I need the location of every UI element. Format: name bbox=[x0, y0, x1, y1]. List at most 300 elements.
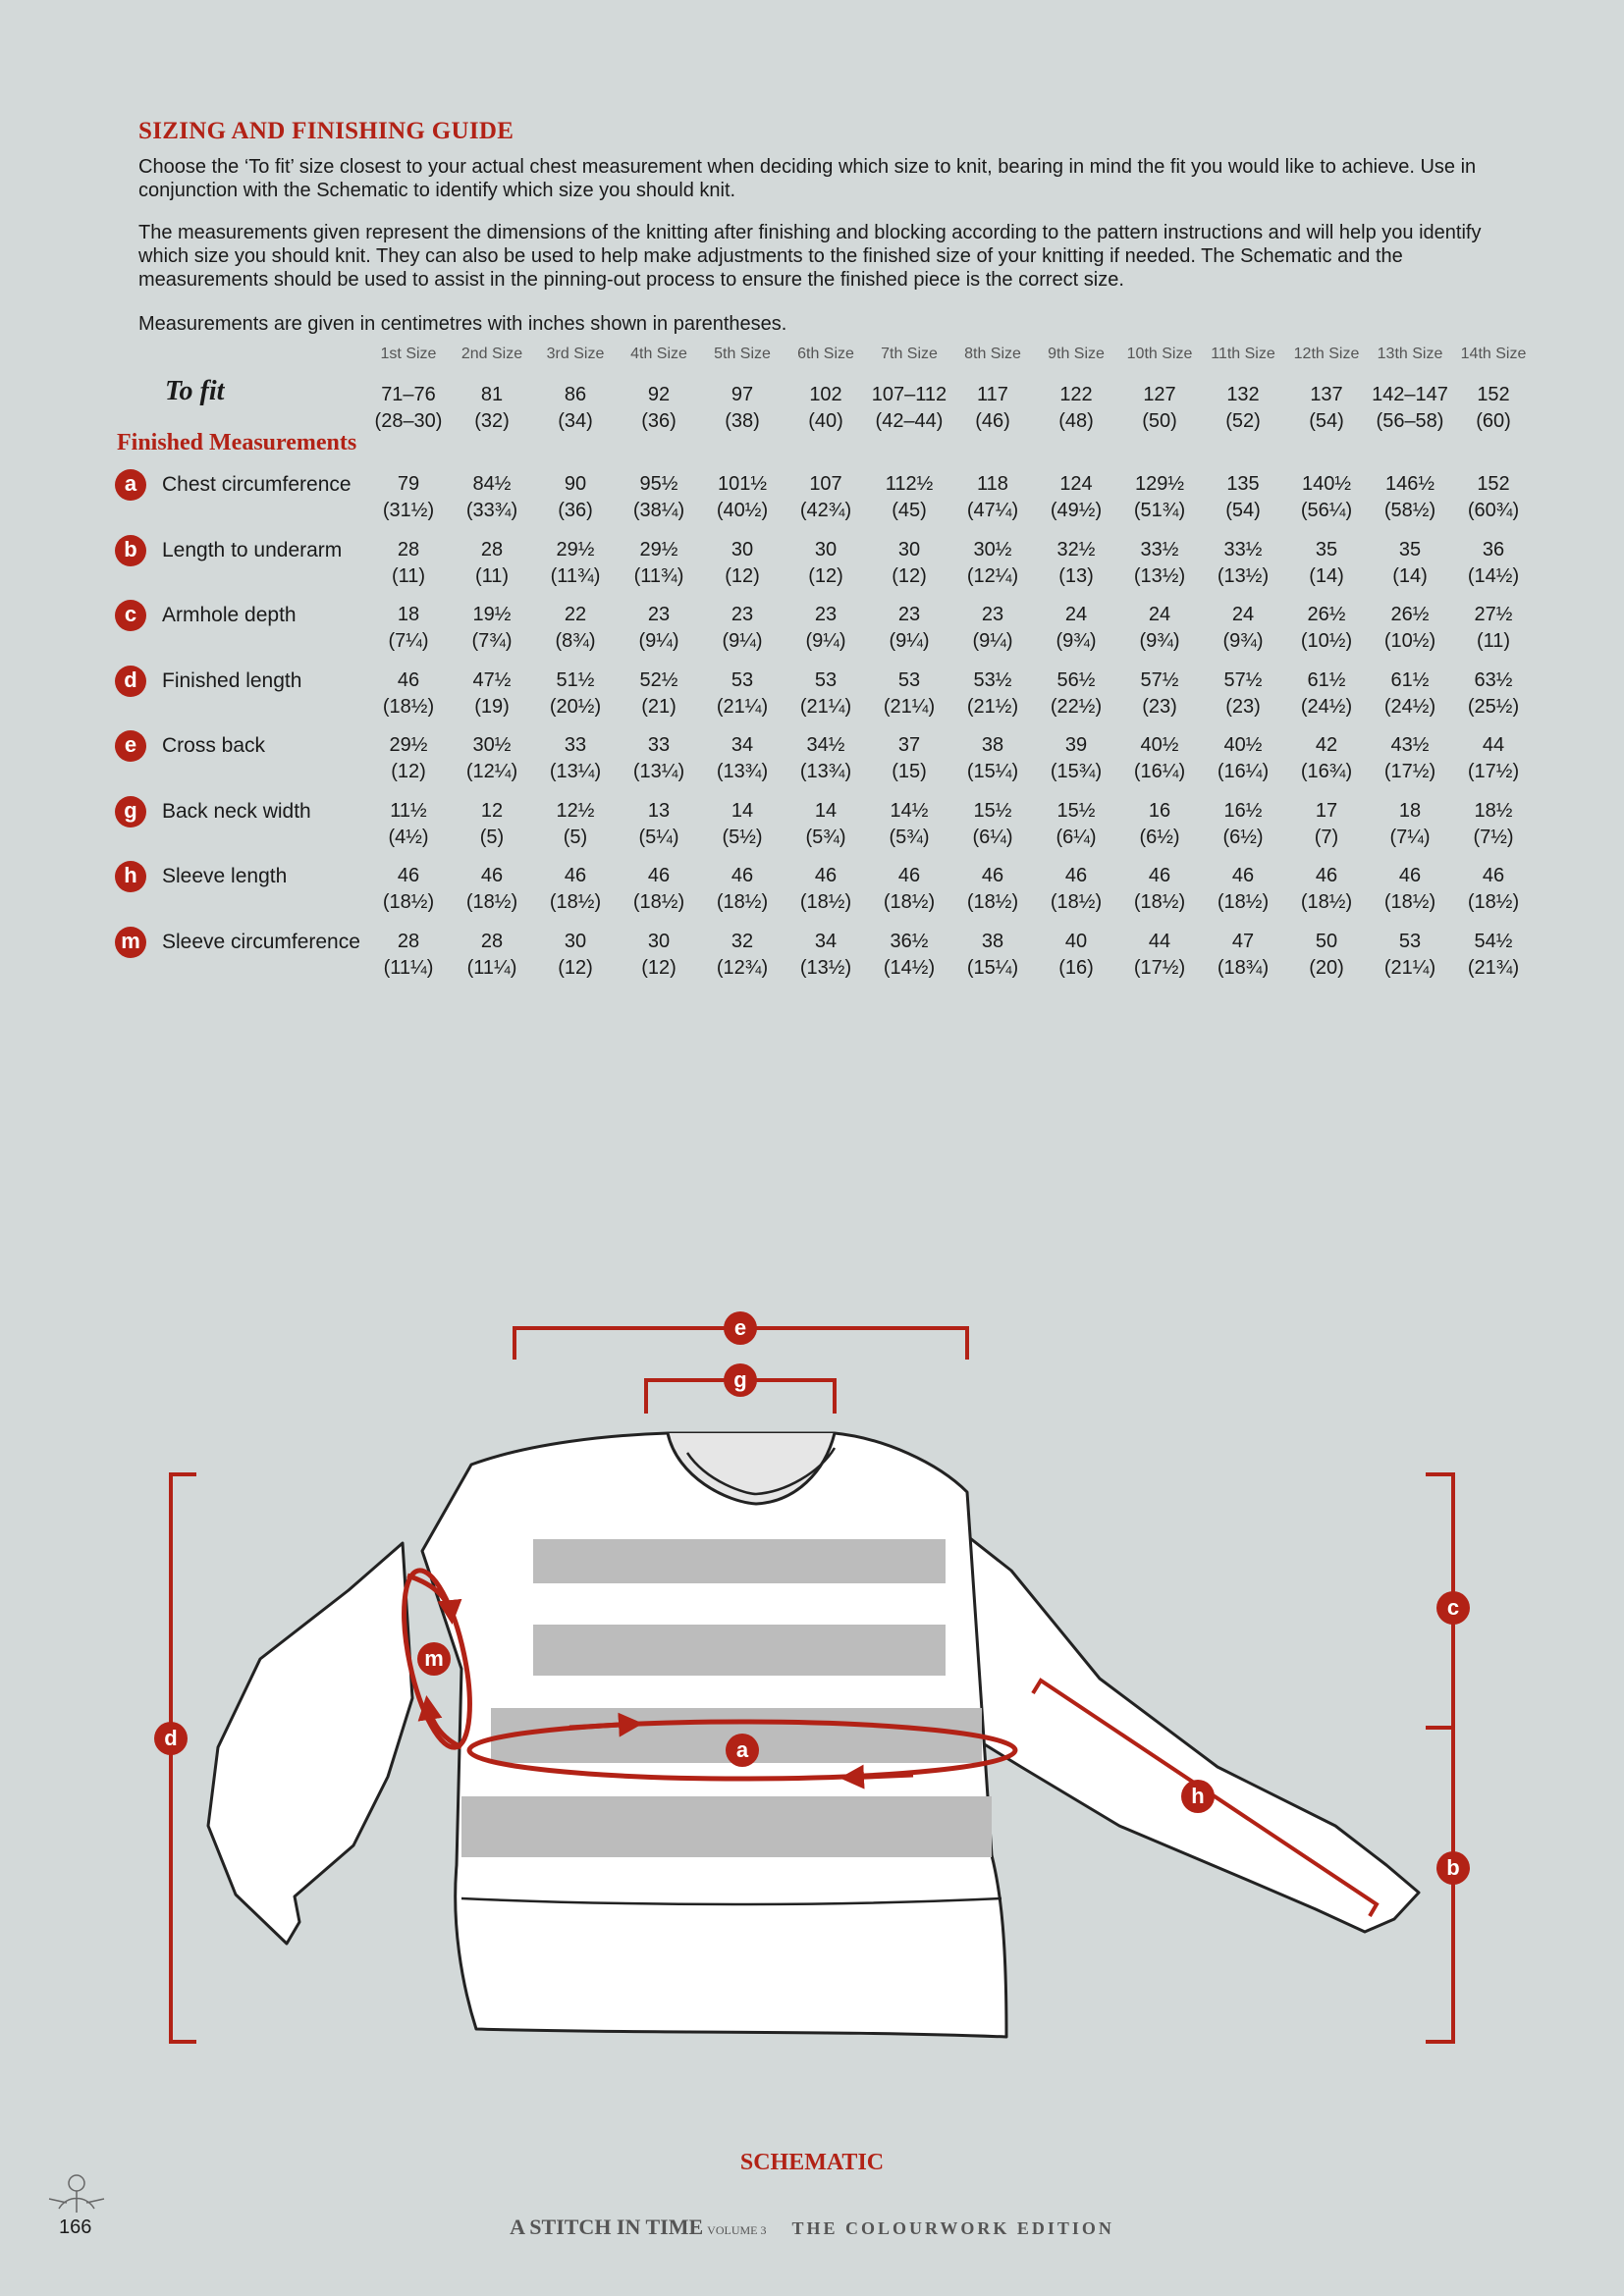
to-fit-in-cell: (56–58) bbox=[1376, 410, 1444, 432]
to-fit-cm-cell: 127 bbox=[1143, 384, 1176, 405]
marker-a-label: a bbox=[735, 1737, 749, 1762]
to-fit-cm-cell: 97 bbox=[731, 384, 754, 405]
cell-cm: 46 bbox=[1231, 865, 1255, 886]
cell-in: (21¼) bbox=[716, 695, 769, 718]
cell-in: (24½) bbox=[1300, 695, 1353, 718]
cell-in: (9¼) bbox=[638, 630, 679, 652]
cell-cm: 16 bbox=[1148, 799, 1171, 822]
cell-cm: 28 bbox=[397, 930, 420, 952]
badge-a: a bbox=[115, 469, 146, 501]
cell-in: (21½) bbox=[966, 695, 1019, 718]
marker-b-label: b bbox=[1446, 1855, 1460, 1880]
cell-cm: 40 bbox=[1064, 930, 1088, 952]
cell-in: (5¼) bbox=[638, 826, 679, 848]
cell-cm: 27½ bbox=[1474, 604, 1513, 625]
cell-cm: 29½ bbox=[556, 538, 595, 561]
cell-cm: 44 bbox=[1148, 930, 1171, 952]
row-label-c: Armhole depth bbox=[162, 604, 297, 626]
cell-cm: 46 bbox=[981, 865, 1004, 886]
cell-cm: 53½ bbox=[973, 668, 1012, 691]
cell-in: (11¼) bbox=[466, 956, 517, 979]
cell-cm: 30 bbox=[731, 538, 754, 561]
dimension-d bbox=[171, 1474, 196, 2042]
cell-in: (18½) bbox=[1383, 891, 1436, 913]
cell-in: (18½) bbox=[716, 891, 769, 913]
cell-in: (11) bbox=[474, 564, 510, 587]
cell-cm: 18 bbox=[397, 604, 420, 625]
cell-cm: 33½ bbox=[1140, 538, 1179, 561]
cell-cm: 17 bbox=[1315, 799, 1338, 822]
cell-in: (11) bbox=[391, 564, 426, 587]
cell-in: (18½) bbox=[632, 891, 685, 913]
size-header: 1st Size bbox=[380, 346, 437, 362]
cell-in: (5) bbox=[563, 826, 588, 848]
to-fit-cm-cell: 122 bbox=[1059, 384, 1093, 405]
schematic-title: SCHEMATIC bbox=[739, 2150, 885, 2175]
cell-in: (9¼) bbox=[972, 630, 1013, 652]
size-header: 13th Size bbox=[1377, 346, 1443, 362]
marker-e-label: e bbox=[733, 1315, 747, 1340]
cell-cm: 46 bbox=[480, 865, 504, 886]
cell-in: (7½) bbox=[1473, 826, 1514, 848]
cell-cm: 40½ bbox=[1140, 734, 1179, 756]
cell-in: (38¼) bbox=[632, 500, 685, 521]
size-header: 4th Size bbox=[630, 346, 687, 362]
cell-in: (23) bbox=[1142, 695, 1177, 718]
badge-m: m bbox=[115, 927, 146, 958]
cell-in: (21¼) bbox=[799, 695, 852, 718]
cell-cm: 14½ bbox=[890, 799, 929, 822]
cell-cm: 24 bbox=[1148, 604, 1171, 625]
cell-in: (9¾) bbox=[1139, 630, 1180, 652]
cell-cm: 33½ bbox=[1223, 538, 1263, 561]
page-number: 166 bbox=[59, 2216, 92, 2238]
badge-d: d bbox=[115, 666, 146, 697]
book-edition: THE COLOURWORK EDITION bbox=[791, 2218, 1114, 2238]
sweater-schematic bbox=[0, 1276, 1624, 2110]
book-title: A STITCH IN TIME bbox=[510, 2215, 704, 2239]
cell-cm: 146½ bbox=[1384, 473, 1435, 495]
cell-in: (19) bbox=[474, 695, 510, 718]
to-fit-in-cell: (38) bbox=[725, 410, 760, 432]
cell-in: (47¼) bbox=[966, 500, 1019, 521]
cell-in: (13¾) bbox=[716, 761, 769, 782]
to-fit-in-cell: (60) bbox=[1476, 410, 1511, 432]
cell-cm: 19½ bbox=[472, 604, 512, 625]
to-fit-cm-cell: 92 bbox=[647, 384, 671, 405]
cell-in: (23) bbox=[1225, 695, 1261, 718]
cell-in: (18½) bbox=[1300, 891, 1353, 913]
cell-in: (18¾) bbox=[1217, 956, 1270, 979]
cell-cm: 107 bbox=[809, 473, 842, 495]
cell-in: (13¼) bbox=[632, 761, 685, 782]
cell-in: (11¾) bbox=[633, 564, 684, 587]
to-fit-in-cell: (32) bbox=[474, 410, 510, 432]
cell-in: (17½) bbox=[1383, 761, 1436, 782]
cell-cm: 30 bbox=[564, 930, 587, 952]
marker-m-label: m bbox=[424, 1646, 444, 1671]
cell-in: (51¾) bbox=[1133, 500, 1186, 521]
cell-in: (4½) bbox=[388, 826, 429, 848]
cell-in: (15¼) bbox=[966, 956, 1019, 979]
arrow-a-left bbox=[844, 1775, 913, 1778]
cell-cm: 47 bbox=[1231, 930, 1255, 952]
cell-in: (13½) bbox=[1217, 564, 1270, 587]
cell-in: (7¼) bbox=[388, 630, 429, 652]
to-fit-cm-cell: 142–147 bbox=[1372, 384, 1448, 405]
cell-cm: 36 bbox=[1482, 538, 1505, 561]
cell-cm: 38 bbox=[981, 734, 1004, 756]
cell-cm: 124 bbox=[1059, 473, 1093, 495]
cell-cm: 29½ bbox=[639, 538, 678, 561]
badge-g: g bbox=[115, 796, 146, 828]
cell-cm: 101½ bbox=[717, 473, 768, 495]
cell-cm: 28 bbox=[480, 538, 504, 561]
cell-cm: 53 bbox=[814, 668, 838, 691]
cell-in: (12¾) bbox=[716, 956, 769, 979]
cell-cm: 47½ bbox=[472, 668, 512, 691]
cell-cm: 90 bbox=[564, 473, 587, 495]
cell-in: (10½) bbox=[1300, 630, 1353, 652]
cell-in: (16¼) bbox=[1133, 761, 1186, 782]
cell-cm: 29½ bbox=[389, 734, 428, 756]
cell-in: (16) bbox=[1058, 956, 1094, 979]
size-header: 7th Size bbox=[881, 346, 938, 362]
cell-cm: 24 bbox=[1231, 604, 1255, 625]
cell-in: (7¼) bbox=[1389, 826, 1431, 848]
cell-cm: 46 bbox=[564, 865, 587, 886]
cell-cm: 15½ bbox=[1056, 799, 1096, 822]
cell-cm: 28 bbox=[480, 930, 504, 952]
to-fit-in-cell: (48) bbox=[1058, 410, 1094, 432]
size-header: 3rd Size bbox=[546, 346, 605, 362]
cell-cm: 53 bbox=[731, 668, 754, 691]
cell-in: (49½) bbox=[1050, 500, 1103, 521]
row-label-a: Chest circumference bbox=[162, 473, 352, 496]
badge-h: h bbox=[115, 861, 146, 892]
cell-cm: 14 bbox=[814, 799, 838, 822]
cell-in: (6½) bbox=[1222, 826, 1264, 848]
intro-paragraph-2: The measurements given represent the dimensions of the knitting after finishing and blocking according to the pattern instructions and will help you identify which size you should knit. They can also be used to help make adjustments to the finished size of your knitting if needed. The Schematic and the measurements should be used to assist in the pinning-out process to ensure the finished piece is the correct size. bbox=[138, 222, 1482, 291]
cell-cm: 95½ bbox=[639, 473, 678, 495]
to-fit-in-cell: (36) bbox=[641, 410, 677, 432]
cell-cm: 33 bbox=[647, 734, 671, 756]
cell-in: (12) bbox=[558, 956, 593, 979]
cell-in: (16¼) bbox=[1217, 761, 1270, 782]
row-label-b: Length to underarm bbox=[162, 538, 343, 561]
size-header: 6th Size bbox=[797, 346, 854, 362]
cell-cm: 12½ bbox=[556, 799, 595, 822]
to-fit-cm-cell: 117 bbox=[977, 384, 1008, 405]
cell-in: (18½) bbox=[382, 695, 435, 718]
cell-cm: 46 bbox=[1148, 865, 1171, 886]
cell-cm: 32½ bbox=[1056, 538, 1096, 561]
cell-in: (25½) bbox=[1467, 695, 1520, 718]
to-fit-in-cell: (34) bbox=[558, 410, 593, 432]
size-header: 8th Size bbox=[964, 346, 1021, 362]
cell-cm: 18½ bbox=[1474, 799, 1513, 822]
to-fit-cm-cell: 102 bbox=[809, 384, 842, 405]
cell-cm: 28 bbox=[397, 538, 420, 561]
cell-in: (9¾) bbox=[1056, 630, 1097, 652]
cell-cm: 46 bbox=[397, 865, 420, 886]
cell-in: (13½) bbox=[1133, 564, 1186, 587]
finished-measurements-title: Finished Measurements bbox=[117, 430, 357, 455]
cell-cm: 34½ bbox=[806, 734, 845, 756]
cell-cm: 18 bbox=[1398, 799, 1422, 822]
guide-title: SIZING AND FINISHING GUIDE bbox=[138, 118, 514, 144]
cell-in: (21) bbox=[641, 695, 677, 718]
cell-cm: 46 bbox=[1398, 865, 1422, 886]
size-header: 11th Size bbox=[1211, 346, 1275, 362]
cell-cm: 12 bbox=[480, 799, 504, 822]
cell-cm: 43½ bbox=[1390, 734, 1430, 756]
cell-in: (12¼) bbox=[966, 564, 1019, 587]
cell-in: (18½) bbox=[1133, 891, 1186, 913]
cell-cm: 129½ bbox=[1134, 473, 1185, 495]
cell-cm: 30½ bbox=[472, 734, 512, 756]
cell-in: (15) bbox=[892, 761, 927, 782]
cell-in: (56¼) bbox=[1300, 500, 1353, 521]
cell-in: (5½) bbox=[722, 826, 763, 848]
marker-h-label: h bbox=[1191, 1784, 1205, 1808]
cell-in: (10½) bbox=[1383, 630, 1436, 652]
cell-cm: 46 bbox=[397, 668, 420, 691]
cell-in: (11¼) bbox=[383, 956, 434, 979]
cell-cm: 118 bbox=[977, 473, 1008, 495]
cell-cm: 53 bbox=[1398, 930, 1422, 952]
cell-in: (18½) bbox=[966, 891, 1019, 913]
size-header: 12th Size bbox=[1293, 346, 1360, 362]
to-fit-cm-cell: 152 bbox=[1477, 384, 1510, 405]
to-fit-cm-cell: 137 bbox=[1310, 384, 1343, 405]
cell-cm: 112½ bbox=[885, 473, 934, 495]
cell-in: (18½) bbox=[382, 891, 435, 913]
cell-in: (6½) bbox=[1139, 826, 1180, 848]
marker-c-label: c bbox=[1446, 1595, 1460, 1620]
cell-cm: 57½ bbox=[1223, 668, 1263, 691]
cell-in: (11¾) bbox=[550, 564, 601, 587]
intro-paragraph-1: Choose the ‘To fit’ size closest to your actual chest measurement when deciding which size to knit, bearing in mind the fit you would like to achieve. Use in conjunction with the Schematic to identify which size you should knit. bbox=[138, 156, 1477, 201]
cell-in: (21¼) bbox=[1383, 956, 1436, 979]
cell-in: (33¾) bbox=[465, 500, 518, 521]
cell-cm: 30 bbox=[814, 538, 838, 561]
cell-in: (12) bbox=[391, 761, 426, 782]
to-fit-cm-cell: 107–112 bbox=[871, 384, 947, 405]
cell-cm: 15½ bbox=[973, 799, 1012, 822]
cell-cm: 61½ bbox=[1390, 668, 1430, 691]
cell-cm: 40½ bbox=[1223, 734, 1263, 756]
cell-in: (12¼) bbox=[465, 761, 518, 782]
cell-cm: 34 bbox=[814, 930, 838, 952]
cell-cm: 39 bbox=[1064, 734, 1088, 756]
cell-in: (5¾) bbox=[889, 826, 930, 848]
row-label-d: Finished length bbox=[162, 668, 302, 692]
cell-in: (12) bbox=[641, 956, 677, 979]
cell-cm: 35 bbox=[1398, 538, 1422, 561]
cell-cm: 38 bbox=[981, 930, 1004, 952]
cell-in: (12) bbox=[892, 564, 927, 587]
cell-in: (17½) bbox=[1467, 761, 1520, 782]
cell-cm: 57½ bbox=[1140, 668, 1179, 691]
cell-cm: 52½ bbox=[639, 668, 678, 691]
cell-in: (12) bbox=[808, 564, 843, 587]
cell-in: (18½) bbox=[1467, 891, 1520, 913]
cell-cm: 30½ bbox=[973, 538, 1012, 561]
cell-in: (54) bbox=[1225, 500, 1261, 521]
cell-cm: 54½ bbox=[1474, 930, 1513, 952]
cell-cm: 23 bbox=[647, 604, 671, 625]
cell-cm: 30 bbox=[897, 538, 921, 561]
to-fit-cm-cell: 71–76 bbox=[381, 384, 436, 405]
cell-in: (21¾) bbox=[1467, 956, 1520, 979]
cell-cm: 46 bbox=[1064, 865, 1088, 886]
marker-d-label: d bbox=[164, 1726, 178, 1750]
cell-in: (31½) bbox=[382, 500, 435, 521]
cell-in: (18½) bbox=[883, 891, 936, 913]
cell-cm: 30 bbox=[647, 930, 671, 952]
cell-in: (18½) bbox=[1217, 891, 1270, 913]
cell-in: (15¼) bbox=[966, 761, 1019, 782]
cell-cm: 46 bbox=[897, 865, 921, 886]
cell-cm: 37 bbox=[897, 734, 921, 756]
size-header: 14th Size bbox=[1460, 346, 1527, 362]
cell-cm: 61½ bbox=[1307, 668, 1346, 691]
cell-in: (9¼) bbox=[805, 630, 846, 652]
cell-cm: 13 bbox=[647, 799, 671, 822]
cell-in: (13¾) bbox=[799, 761, 852, 782]
size-header: 10th Size bbox=[1126, 346, 1193, 362]
cell-in: (7¾) bbox=[471, 630, 513, 652]
cell-in: (20½) bbox=[549, 695, 602, 718]
cell-cm: 140½ bbox=[1301, 473, 1352, 495]
cell-in: (16¾) bbox=[1300, 761, 1353, 782]
cell-in: (18½) bbox=[1050, 891, 1103, 913]
cell-in: (18½) bbox=[465, 891, 518, 913]
cell-in: (14½) bbox=[1467, 564, 1520, 587]
marker-g-label: g bbox=[733, 1367, 747, 1392]
cell-in: (36) bbox=[558, 500, 593, 521]
cell-cm: 23 bbox=[897, 604, 921, 625]
book-volume: VOLUME 3 bbox=[707, 2223, 767, 2237]
cell-in: (13) bbox=[1058, 564, 1094, 587]
cell-cm: 51½ bbox=[556, 668, 595, 691]
cell-cm: 135 bbox=[1226, 473, 1260, 495]
cell-in: (14½) bbox=[883, 956, 936, 979]
intro-paragraph-3: Measurements are given in centimetres with inches shown in parentheses. bbox=[138, 313, 787, 335]
cell-in: (11) bbox=[1476, 630, 1511, 652]
cell-cm: 35 bbox=[1315, 538, 1338, 561]
badge-e: e bbox=[115, 730, 146, 762]
cell-in: (60¾) bbox=[1467, 500, 1520, 521]
to-fit-in-cell: (28–30) bbox=[374, 410, 443, 432]
cell-cm: 42 bbox=[1315, 734, 1338, 756]
badge-c: c bbox=[115, 600, 146, 631]
cell-in: (13¼) bbox=[549, 761, 602, 782]
cell-in: (45) bbox=[892, 500, 927, 521]
cell-in: (14) bbox=[1392, 564, 1428, 587]
cell-in: (5¾) bbox=[805, 826, 846, 848]
cell-cm: 22 bbox=[564, 604, 587, 625]
cell-in: (14) bbox=[1309, 564, 1344, 587]
cell-in: (9¼) bbox=[889, 630, 930, 652]
cell-cm: 33 bbox=[564, 734, 587, 756]
dimension-c-b bbox=[1426, 1474, 1453, 2042]
cell-in: (21¼) bbox=[883, 695, 936, 718]
cell-in: (24½) bbox=[1383, 695, 1436, 718]
badge-b: b bbox=[115, 535, 146, 566]
cell-in: (22½) bbox=[1050, 695, 1103, 718]
cell-cm: 23 bbox=[981, 604, 1004, 625]
to-fit-label: To fit bbox=[165, 376, 225, 406]
cell-in: (9¼) bbox=[722, 630, 763, 652]
to-fit-in-cell: (54) bbox=[1309, 410, 1344, 432]
to-fit-cm-cell: 132 bbox=[1226, 384, 1260, 405]
cell-cm: 79 bbox=[397, 473, 420, 495]
cell-cm: 46 bbox=[1482, 865, 1505, 886]
cell-in: (12) bbox=[725, 564, 760, 587]
cell-cm: 14 bbox=[731, 799, 754, 822]
cell-in: (6¼) bbox=[1056, 826, 1097, 848]
cell-in: (58½) bbox=[1383, 500, 1436, 521]
cell-cm: 11½ bbox=[390, 799, 427, 822]
cell-in: (9¾) bbox=[1222, 630, 1264, 652]
cell-cm: 23 bbox=[731, 604, 754, 625]
cell-in: (7) bbox=[1314, 826, 1339, 848]
cell-cm: 50 bbox=[1315, 930, 1338, 952]
cell-in: (6¼) bbox=[972, 826, 1013, 848]
cell-cm: 26½ bbox=[1390, 604, 1430, 625]
cell-in: (13½) bbox=[799, 956, 852, 979]
row-label-h: Sleeve length bbox=[162, 865, 288, 887]
to-fit-cm-cell: 81 bbox=[480, 384, 504, 405]
cell-cm: 152 bbox=[1477, 473, 1510, 495]
cell-cm: 46 bbox=[814, 865, 838, 886]
cell-cm: 36½ bbox=[890, 930, 929, 952]
to-fit-in-cell: (42–44) bbox=[875, 410, 944, 432]
cell-cm: 44 bbox=[1482, 734, 1505, 756]
row-label-m: Sleeve circumference bbox=[162, 930, 360, 953]
cell-in: (20) bbox=[1309, 956, 1344, 979]
cell-cm: 24 bbox=[1064, 604, 1088, 625]
cell-cm: 56½ bbox=[1056, 668, 1096, 691]
footer bbox=[0, 2215, 1624, 2240]
cell-cm: 16½ bbox=[1223, 799, 1263, 822]
cell-in: (8¾) bbox=[555, 630, 596, 652]
to-fit-in-cell: (50) bbox=[1142, 410, 1177, 432]
cell-in: (17½) bbox=[1133, 956, 1186, 979]
row-label-e: Cross back bbox=[162, 734, 266, 757]
size-header: 5th Size bbox=[714, 346, 771, 362]
size-header: 2nd Size bbox=[460, 346, 523, 362]
row-label-g: Back neck width bbox=[162, 799, 311, 823]
cell-cm: 46 bbox=[647, 865, 671, 886]
cell-cm: 84½ bbox=[472, 473, 512, 495]
cell-cm: 23 bbox=[814, 604, 838, 625]
cell-in: (5) bbox=[479, 826, 505, 848]
to-fit-in-cell: (46) bbox=[975, 410, 1010, 432]
cell-cm: 63½ bbox=[1474, 668, 1513, 691]
cell-in: (42¾) bbox=[799, 500, 852, 521]
cell-cm: 46 bbox=[1315, 865, 1338, 886]
size-header: 9th Size bbox=[1048, 346, 1105, 362]
to-fit-in-cell: (52) bbox=[1225, 410, 1261, 432]
cell-in: (40½) bbox=[716, 500, 769, 521]
cell-cm: 26½ bbox=[1307, 604, 1346, 625]
cell-cm: 32 bbox=[731, 930, 754, 952]
cell-cm: 46 bbox=[731, 865, 754, 886]
to-fit-in-cell: (40) bbox=[808, 410, 843, 432]
